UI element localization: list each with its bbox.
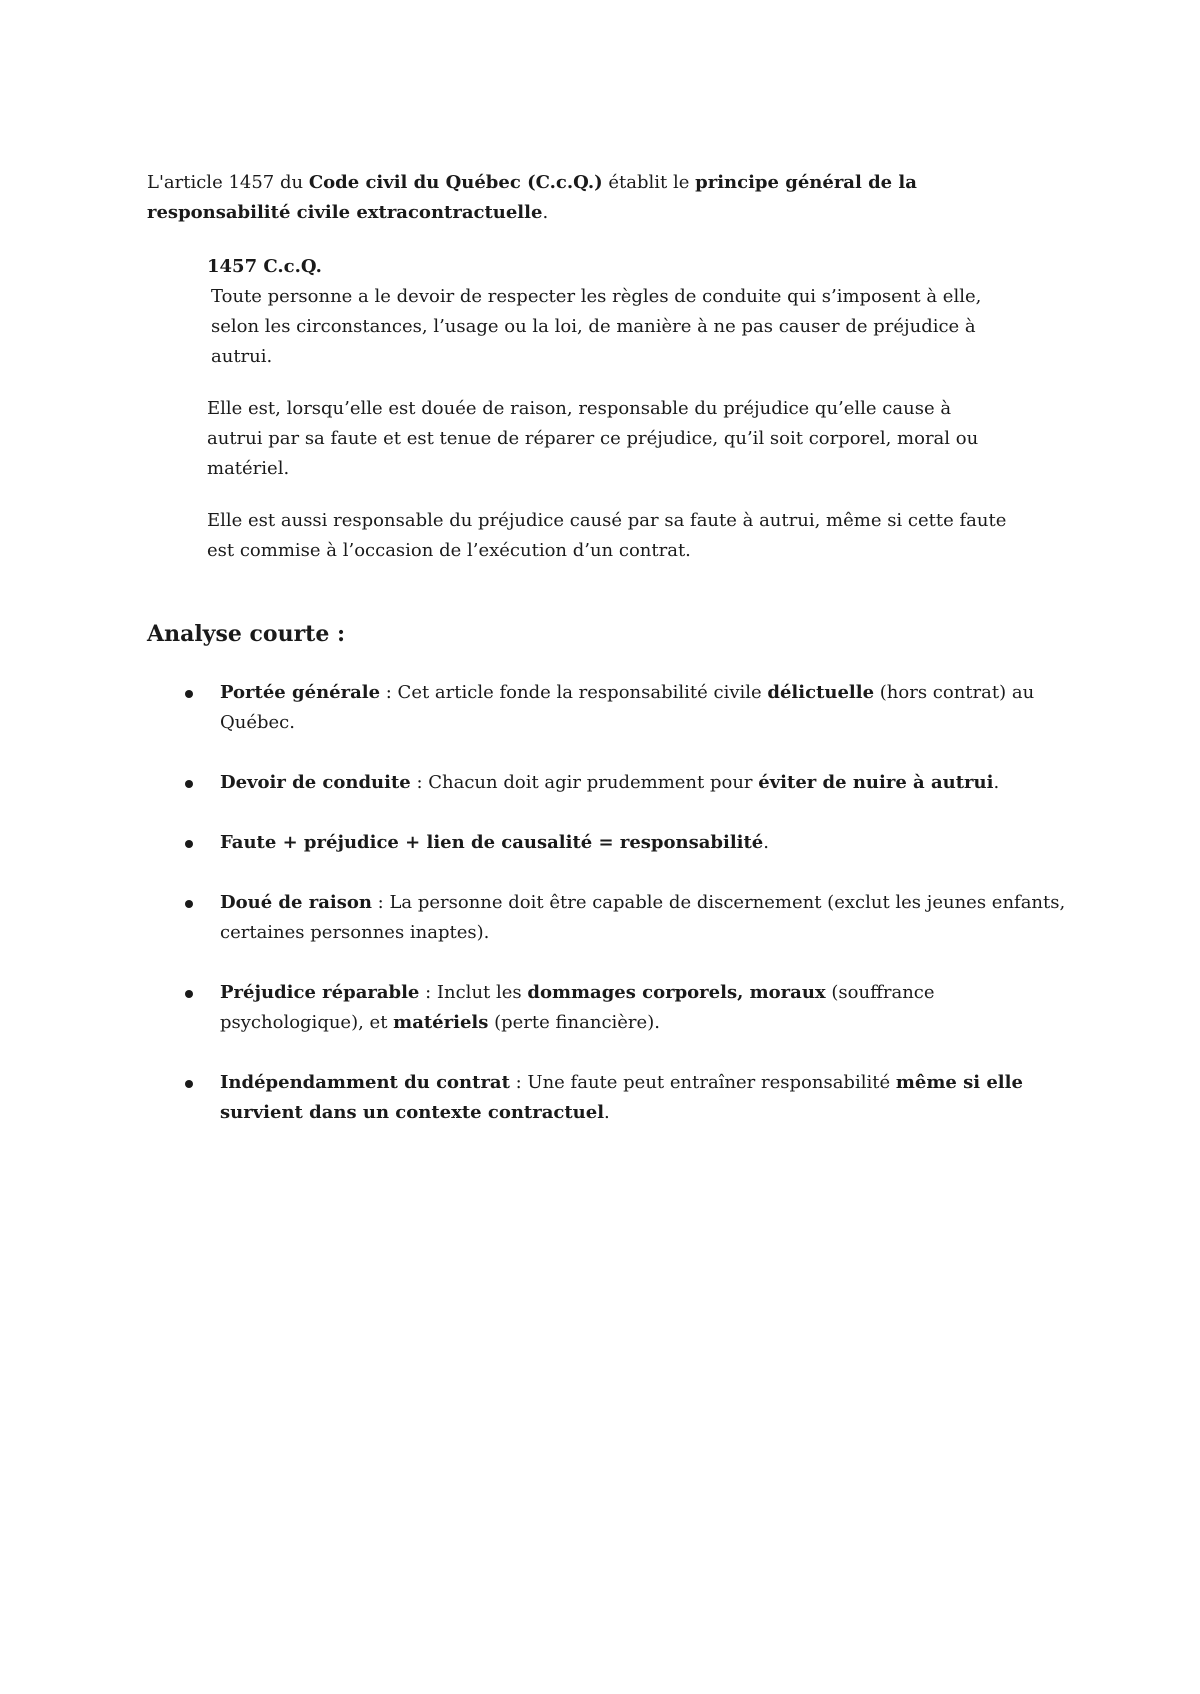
bullet-icon bbox=[185, 840, 193, 848]
item-text: : Cet article fonde la responsabilité civile bbox=[380, 682, 768, 703]
item-text: (souffrance psychologique), et bbox=[220, 982, 935, 1033]
item-text: : Chacun doit agir prudemment pour bbox=[410, 772, 759, 793]
item-text: : Inclut les bbox=[419, 982, 528, 1003]
bullet-icon bbox=[185, 690, 193, 698]
item-text: (perte financière). bbox=[488, 1012, 660, 1033]
item-text: : Une faute peut entraîner responsabilité bbox=[509, 1072, 896, 1093]
intro-text-2: établit le bbox=[602, 172, 696, 193]
intro-text-3: . bbox=[542, 202, 549, 223]
item-bold: matériels bbox=[393, 1012, 489, 1033]
article-paragraph-1: Toute personne a le devoir de respecter les règles de conduite qui s’imposent à elle, selon les circonstances, l’usage ou la loi, de manière à ne pas causer de préjudice à autrui. bbox=[211, 286, 982, 367]
article-quote bbox=[207, 252, 1007, 566]
analysis-heading: Analyse courte : bbox=[147, 621, 346, 647]
item-bold: Devoir de conduite bbox=[220, 772, 411, 793]
list-item bbox=[182, 678, 1082, 738]
intro-text-1: L'article 1457 du bbox=[147, 172, 309, 193]
intro-code-civil: Code civil du Québec (C.c.Q.) bbox=[308, 172, 603, 193]
item-bold: Indépendamment du contrat bbox=[220, 1072, 510, 1093]
list-item bbox=[182, 1068, 1082, 1128]
item-bold: Doué de raison bbox=[220, 892, 372, 913]
analysis-list bbox=[182, 678, 1082, 1158]
intro-paragraph bbox=[147, 168, 1047, 228]
item-bold: Portée générale bbox=[220, 682, 381, 703]
item-bold: Préjudice réparable bbox=[220, 982, 420, 1003]
item-text: . bbox=[763, 832, 769, 853]
item-text: . bbox=[604, 1102, 610, 1123]
article-paragraph-2: Elle est, lorsqu’elle est douée de raison, responsable du préjudice qu’elle cause à autrui par sa faute et est tenue de réparer ce préjudice, qu’il soit corporel, moral ou matériel. bbox=[207, 398, 979, 479]
bullet-icon bbox=[185, 1080, 193, 1088]
article-paragraph-3: Elle est aussi responsable du préjudice causé par sa faute à autrui, même si cette faute est commise à l’occasion de l’exécution d’un contrat. bbox=[207, 510, 1007, 561]
list-item bbox=[182, 828, 1082, 858]
article-title: 1457 C.c.Q. bbox=[207, 256, 322, 277]
bullet-icon bbox=[185, 990, 193, 998]
list-item bbox=[182, 978, 1082, 1038]
item-text: (hors contrat) au Québec. bbox=[220, 682, 1035, 733]
bullet-icon bbox=[185, 900, 193, 908]
item-bold: éviter de nuire à autrui bbox=[758, 772, 994, 793]
item-bold: Faute + préjudice + lien de causalité = responsabilité bbox=[220, 832, 764, 853]
item-bold: dommages corporels, moraux bbox=[527, 982, 826, 1003]
list-item bbox=[182, 768, 1082, 798]
item-bold: même si elle survient dans un contexte contractuel bbox=[220, 1072, 1023, 1123]
item-text: : La personne doit être capable de discernement (exclut les jeunes enfants, certaines personnes inaptes). bbox=[220, 892, 1066, 943]
bullet-icon bbox=[185, 780, 193, 788]
intro-principle: principe général de la responsabilité civile extracontractuelle bbox=[147, 172, 917, 223]
list-item bbox=[182, 888, 1082, 948]
item-bold: délictuelle bbox=[767, 682, 875, 703]
item-text: . bbox=[993, 772, 1000, 793]
